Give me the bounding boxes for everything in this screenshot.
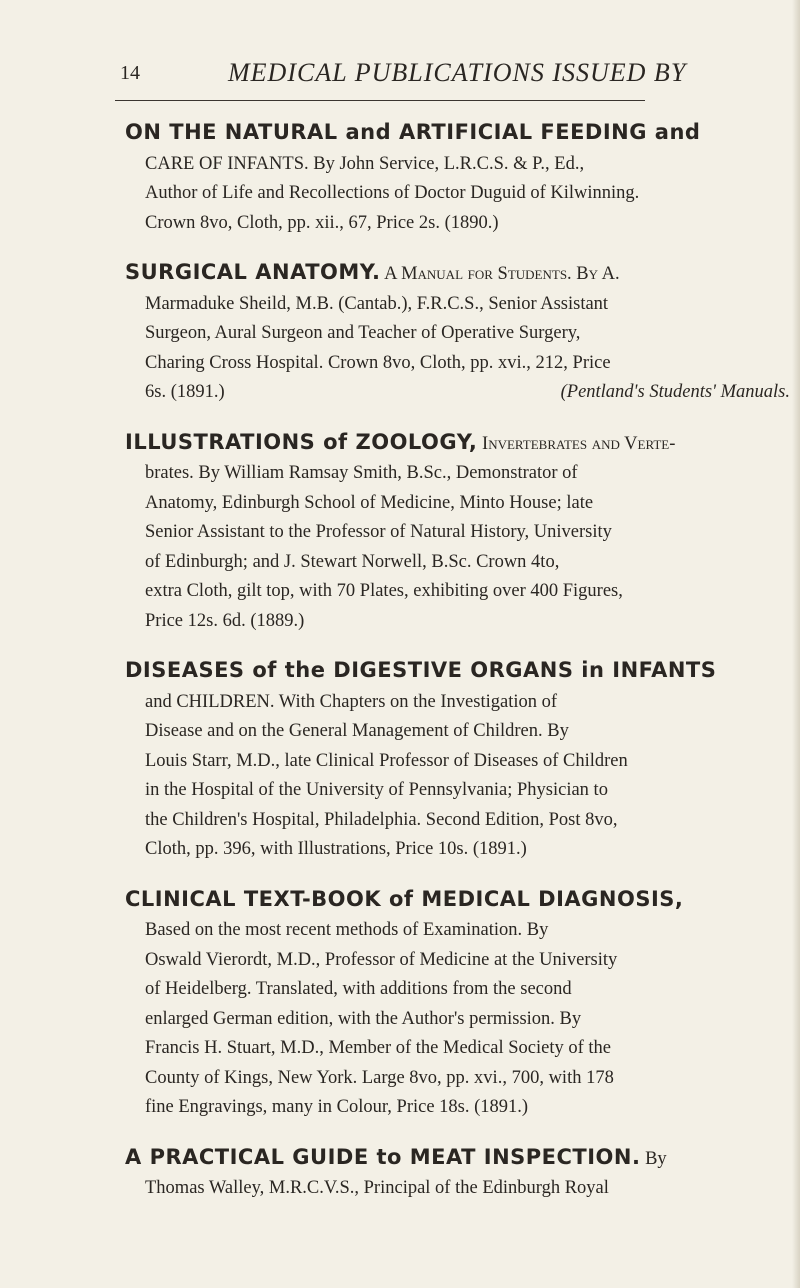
entry-text: Disease and on the General Management of Children. By xyxy=(145,721,569,741)
entry-surgical-anatomy xyxy=(125,258,790,408)
entry-text: of Heidelberg. Translated, with additions from the second xyxy=(145,979,572,999)
entry-text: Anatomy, Edinburgh School of Medicine, Minto House; late xyxy=(145,492,594,513)
entry-subtitle: A Manual for Students. By A. xyxy=(380,264,620,284)
entry-text: Surgeon, Aural Surgeon and Teacher of Operative Surgery, xyxy=(145,323,581,343)
entry-text: Senior Assistant to the Professor of Natural History, University xyxy=(145,522,612,542)
entry-text: of Edinburgh; and J. Stewart Norwell, B.Sc. Crown 4to, xyxy=(145,551,560,572)
entry-title: SURGICAL ANATOMY. xyxy=(125,260,381,284)
series-note: (Pentland's Students' Manuals. xyxy=(560,382,790,402)
entry-natural-artificial-feeding xyxy=(125,118,790,238)
entry-text: Francis H. Stuart, M.D., Member of the Medical Society of the xyxy=(145,1038,611,1058)
entry-text: Price 12s. 6d. (1889.) xyxy=(145,610,305,631)
entry-text: CARE OF INFANTS. By John Service, L.R.C.S. & P., Ed., xyxy=(145,153,585,174)
entry-text: Charing Cross Hospital. Crown 8vo, Cloth, pp. xvi., 212, Price xyxy=(145,352,611,373)
entry-subtitle: By xyxy=(640,1148,667,1169)
header-rule xyxy=(115,100,645,101)
publication-list xyxy=(125,118,790,1224)
entry-text: County of Kings, New York. Large 8vo, pp. xvi., 700, with 178 xyxy=(145,1067,614,1088)
entry-title: A PRACTICAL GUIDE to MEAT INSPECTION. xyxy=(125,1144,641,1169)
page-edge-shadow xyxy=(792,0,800,1288)
entry-title: DISEASES of the DIGESTIVE ORGANS in INFANTS xyxy=(125,658,717,682)
entry-meat-inspection xyxy=(125,1143,790,1204)
entry-text: Marmaduke Sheild, M.B. (Cantab.), F.R.C.S., Senior Assistant xyxy=(145,293,609,314)
entry-text: Louis Starr, M.D., late Clinical Professor of Diseases of Children xyxy=(145,750,628,771)
entry-text: Thomas Walley, M.R.C.V.S., Principal of the Edinburgh Royal xyxy=(145,1178,609,1198)
entry-text: enlarged German edition, with the Author's permission. By xyxy=(145,1008,582,1029)
entry-illustrations-zoology xyxy=(125,428,790,637)
entry-text: extra Cloth, gilt top, with 70 Plates, exhibiting over 400 Figures, xyxy=(145,581,623,601)
running-head: MEDICAL PUBLICATIONS ISSUED BY xyxy=(228,58,687,87)
entry-title: ILLUSTRATIONS of ZOOLOGY, xyxy=(125,429,478,454)
entry-text: the Children's Hospital, Philadelphia. Second Edition, Post 8vo, xyxy=(145,809,618,830)
entry-text: Cloth, pp. 396, with Illustrations, Price 10s. (1891.) xyxy=(145,839,527,859)
entry-text: brates. By William Ramsay Smith, B.Sc., Demonstrator of xyxy=(145,463,578,483)
entry-title: CLINICAL TEXT-BOOK of MEDICAL DIAGNOSIS, xyxy=(125,886,684,911)
page-number: 14 xyxy=(120,62,140,84)
entry-text: fine Engravings, many in Colour, Price 18s. (1891.) xyxy=(145,1097,529,1117)
entry-text: Oswald Vierordt, M.D., Professor of Medicine at the University xyxy=(145,949,618,970)
entry-clinical-text-book xyxy=(125,885,790,1123)
entry-title: ON THE NATURAL and ARTIFICIAL FEEDING and xyxy=(125,120,701,144)
entry-text: in the Hospital of the University of Pennsylvania; Physician to xyxy=(145,780,608,800)
entry-text: Crown 8vo, Cloth, pp. xii., 67, Price 2s. (1890.) xyxy=(145,212,499,233)
page-header xyxy=(120,58,720,100)
entry-diseases-digestive-organs xyxy=(125,656,790,865)
entry-text: and CHILDREN. With Chapters on the Investigation of xyxy=(145,691,558,712)
entry-text: Based on the most recent methods of Examination. By xyxy=(145,920,549,940)
entry-text: Author of Life and Recollections of Doctor Duguid of Kilwinning. xyxy=(145,183,640,203)
entry-text: 6s. (1891.) xyxy=(145,382,225,402)
entry-subtitle: Invertebrates and Verte- xyxy=(477,433,676,454)
